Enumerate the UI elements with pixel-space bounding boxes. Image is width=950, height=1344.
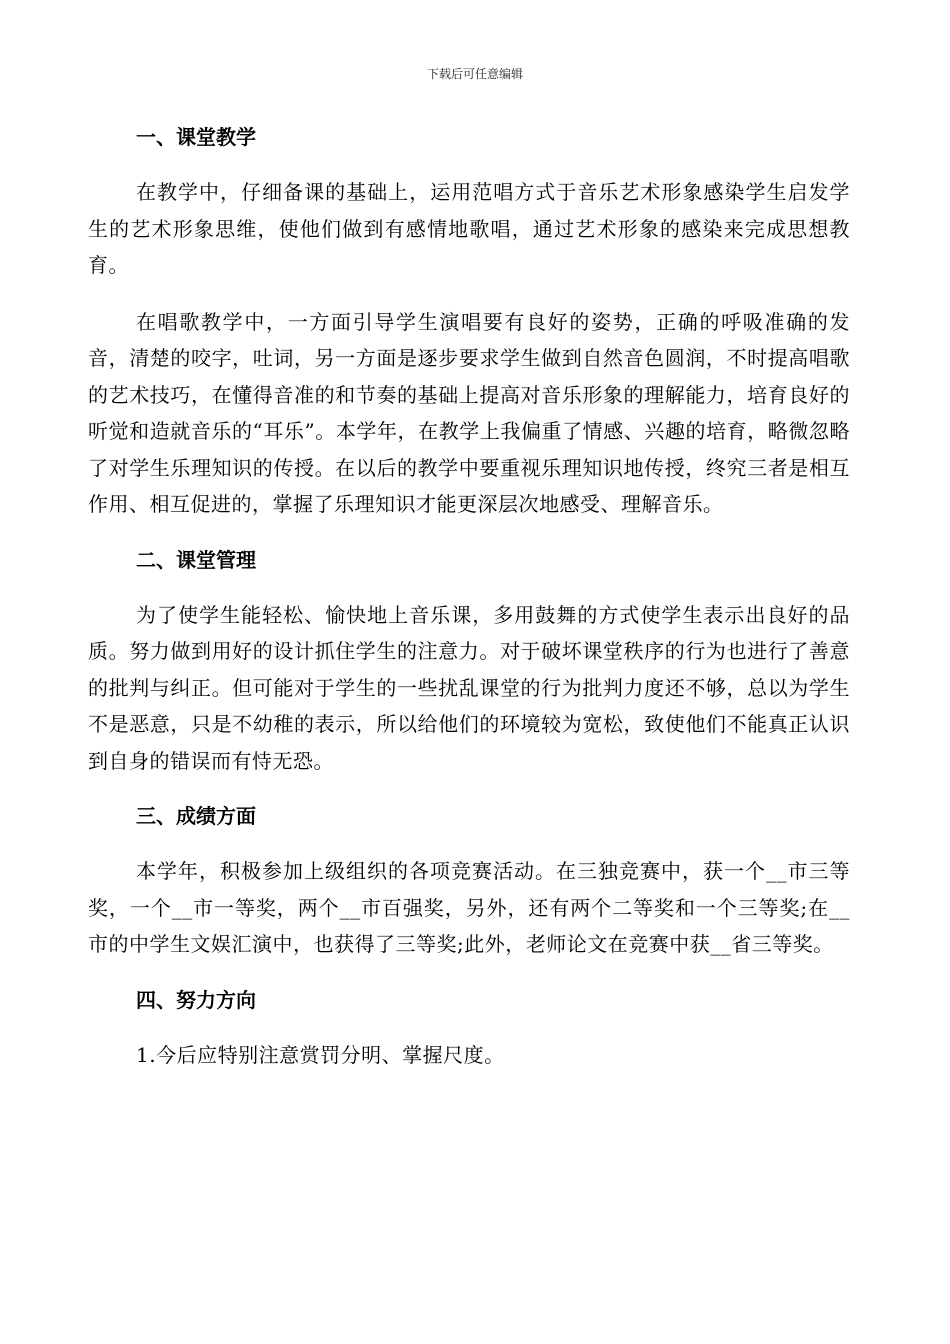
paragraph: 1.今后应特别注意赏罚分明、掌握尺度。: [136, 1042, 505, 1067]
section-future-direction: [88, 983, 850, 1074]
section-classroom-management: [88, 543, 850, 780]
section-heading: 一、课堂教学: [136, 125, 256, 149]
section-achievements: [88, 799, 850, 963]
section-heading: 三、成绩方面: [136, 804, 256, 828]
document-body: [88, 120, 850, 1093]
paragraph: 在教学中，仔细备课的基础上，运用范唱方式于音乐艺术形象感染学生启发学生的艺术形象思维，使他们做到有感情地歌唱，通过艺术形象的感染来完成思想教育。: [88, 180, 850, 277]
page-header: 下载后可任意编辑: [426, 67, 523, 81]
section-heading: 二、课堂管理: [136, 547, 256, 572]
paragraph: 在唱歌教学中，一方面引导学生演唱要有良好的姿势，正确的呼吸准确的发音，清楚的咬字，吐词，另一方面是逐步要求学生做到自然音色圆润，不时提高唱歌的艺术技巧，在懂得音准的和节奏的基础上提高对音乐形象的理解能力，培育良好的听觉和造就音乐的“耳乐”。本学年，在教学上我偏重了情感、兴趣的培育，略微忽略了对学生乐理知识的传授。在以后的教学中要重视乐理知识地传授，终究三者是相互作用、相互促进的，掌握了乐理知识才能更深层次地感受、理解音乐。: [88, 309, 850, 516]
section-classroom-teaching: [88, 120, 850, 523]
paragraph: 本学年，积极参加上级组织的各项竞赛活动。在三独竞赛中，获一个__市三等奖，一个__市一等奖，两个__市百强奖，另外，还有两个二等奖和一个三等奖;在__市的中学生文娱汇演中，也获得了三等奖;此外，老师论文在竞赛中获__省三等奖。: [88, 859, 850, 956]
section-heading: 四、努力方向: [136, 987, 256, 1012]
paragraph: 为了使学生能轻松、愉快地上音乐课，多用鼓舞的方式使学生表示出良好的品质。努力做到用好的设计抓住学生的注意力。对于破坏课堂秩序的行为也进行了善意的批判与纠正。但可能对于学生的一些扰乱课堂的行为批判力度还不够，总以为学生不是恶意，只是不幼稚的表示，所以给他们的环境较为宽松，致使他们不能真正认识到自身的错误而有恃无恐。: [88, 602, 850, 773]
